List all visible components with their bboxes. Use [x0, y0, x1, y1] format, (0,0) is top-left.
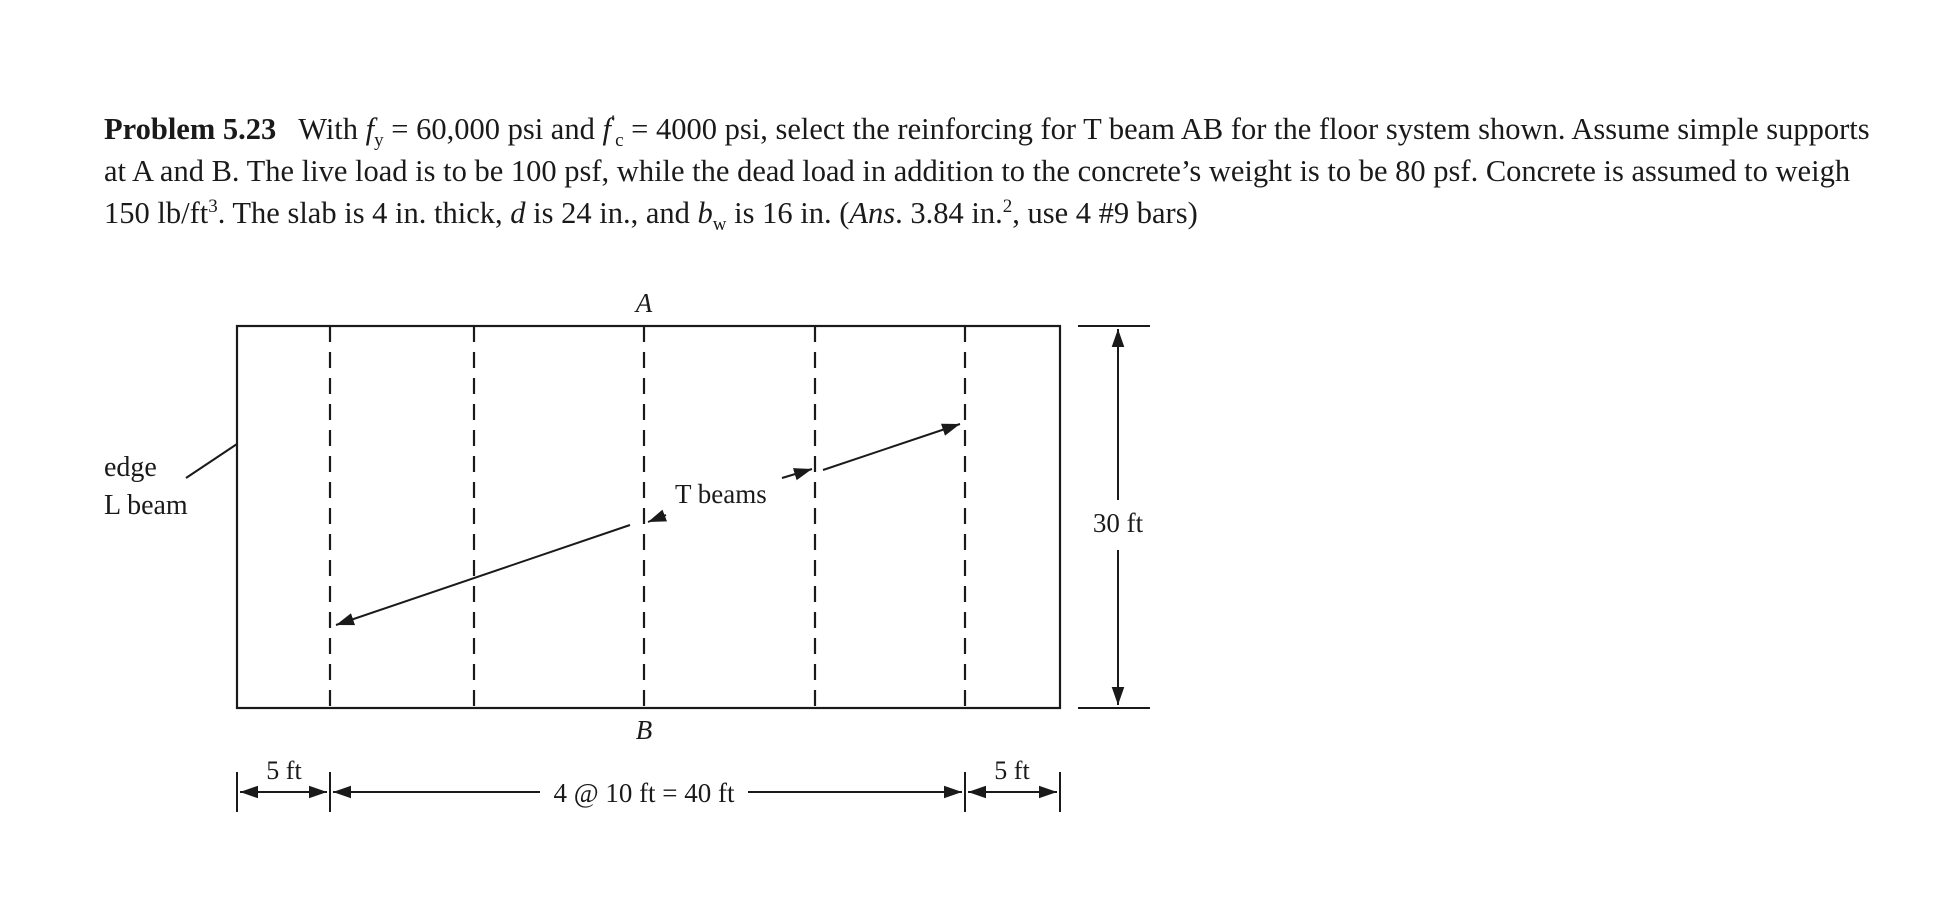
- text-run: is 24 in., and: [525, 196, 698, 230]
- text-run: is 16 in. (: [726, 196, 850, 230]
- t-beams-label: T beams: [675, 479, 767, 509]
- t-beam-lines: [330, 326, 965, 708]
- edge-beam-callout: [104, 444, 237, 521]
- left-dimension-label: 5 ft: [266, 756, 302, 785]
- fc-symbol: f: [602, 112, 611, 146]
- cube-superscript: 3: [208, 195, 218, 217]
- slab-panel: [237, 326, 1060, 708]
- fc-prime: ′: [610, 111, 616, 133]
- label-a: A: [635, 288, 653, 318]
- text-run: . 3.84 in.: [895, 196, 1003, 230]
- leader-arrow: [336, 525, 630, 625]
- leader-arrow: [648, 515, 666, 522]
- square-superscript: 2: [1002, 195, 1013, 217]
- label-b: B: [635, 715, 653, 745]
- edge-label-line2: L beam: [104, 490, 188, 521]
- middle-dimension-label: 4 @ 10 ft = 40 ft: [553, 778, 735, 808]
- t-beams-callout: [336, 424, 960, 625]
- text-run: With: [298, 112, 366, 146]
- text-run: = 60,000 psi and: [383, 112, 603, 146]
- answer-label: Ans: [849, 196, 896, 230]
- problem-number: Problem 5.23: [104, 112, 277, 146]
- text-run: = 4000 psi, select the reinforcing for T beam AB for the floor system shown. Assume simple supports at A and B. The live load is to be 100 psf, while the dead load in addition to the concrete’s weight is to be 80 psf. Concrete is assumed to weigh 150 lb/ft: [104, 112, 1870, 230]
- d-symbol: d: [510, 196, 526, 230]
- leader-arrow: [823, 424, 960, 470]
- edge-label-line1: edge: [104, 452, 157, 483]
- text-run: . The slab is 4 in. thick,: [217, 196, 511, 230]
- edge-leader-line: [186, 444, 237, 478]
- slab-outline: [237, 326, 1060, 708]
- right-dimension-label: 5 ft: [994, 756, 1030, 785]
- leader-arrow: [782, 469, 812, 478]
- bw-symbol: b: [697, 196, 713, 230]
- fy-subscript: y: [374, 130, 384, 152]
- fc-subscript: c: [615, 130, 624, 152]
- text-run: , use 4 #9 bars): [1012, 196, 1198, 230]
- height-dimension-label: 30 ft: [1092, 508, 1144, 538]
- bw-subscript: w: [712, 214, 727, 236]
- fy-symbol: f: [365, 112, 375, 146]
